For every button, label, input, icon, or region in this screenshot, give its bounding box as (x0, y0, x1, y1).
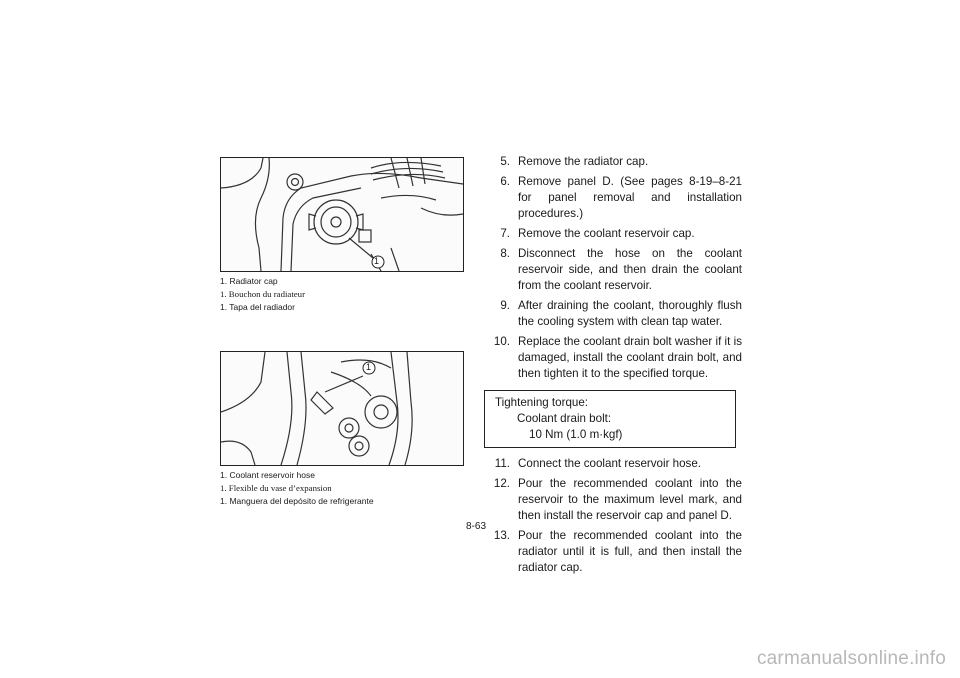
caption-english: 1. Coolant reservoir hose (220, 470, 315, 480)
watermark: carmanualsonline.info (756, 648, 946, 669)
step-11: 11. Connect the coolant reservoir hose. (494, 457, 702, 470)
procedure-steps (484, 154, 742, 580)
callout-1: 1 (374, 256, 380, 266)
step-6: 6. Remove panel D. (See pages 8-19–8-21 for panel removal and installation procedures.) (500, 175, 742, 220)
step-9: 9. After draining the coolant, thoroughly flush the cooling system with clean tap water. (500, 299, 742, 328)
tightening-torque-box (484, 390, 736, 448)
step-7: 7. Remove the coolant reservoir cap. (500, 227, 695, 240)
torque-heading: Tightening torque: (495, 396, 589, 409)
step-5: 5. Remove the radiator cap. (500, 155, 649, 168)
step-12: 12. Pour the recommended coolant into the reservoir to the maximum level mark, and then install the reservoir cap and panel D. (493, 477, 742, 522)
radiator-cap-illustration (221, 158, 463, 271)
caption-spanish: 1. Tapa del radiador (220, 302, 295, 312)
step-13: 13. Pour the recommended coolant into the radiator until it is full, and then install the radiator cap. (493, 529, 742, 574)
figure2-caption (220, 469, 374, 508)
figure-coolant-reservoir-hose (220, 351, 464, 466)
callout-1: 1 (366, 362, 372, 372)
reservoir-hose-illustration (221, 352, 463, 465)
caption-french: 1. Bouchon du radiateur (220, 289, 306, 299)
caption-english: 1. Radiator cap (220, 276, 278, 286)
step-8: 8. Disconnect the hose on the coolant reservoir side, and then drain the coolant from the coolant reservoir. (500, 247, 742, 292)
figure-radiator-cap (220, 157, 464, 272)
step-10: 10. Replace the coolant drain bolt washer if it is damaged, install the coolant drain bolt, and then tighten it to the specified torque. (493, 335, 742, 380)
figure1-caption (220, 275, 305, 314)
torque-item: Coolant drain bolt: (517, 412, 612, 425)
page-number: 8-63 (466, 521, 487, 532)
caption-french: 1. Flexible du vase d’expansion (220, 483, 332, 493)
caption-spanish: 1. Manguera del depósito de refrigerante (220, 496, 374, 506)
torque-value: 10 Nm (1.0 m·kgf) (529, 428, 623, 441)
